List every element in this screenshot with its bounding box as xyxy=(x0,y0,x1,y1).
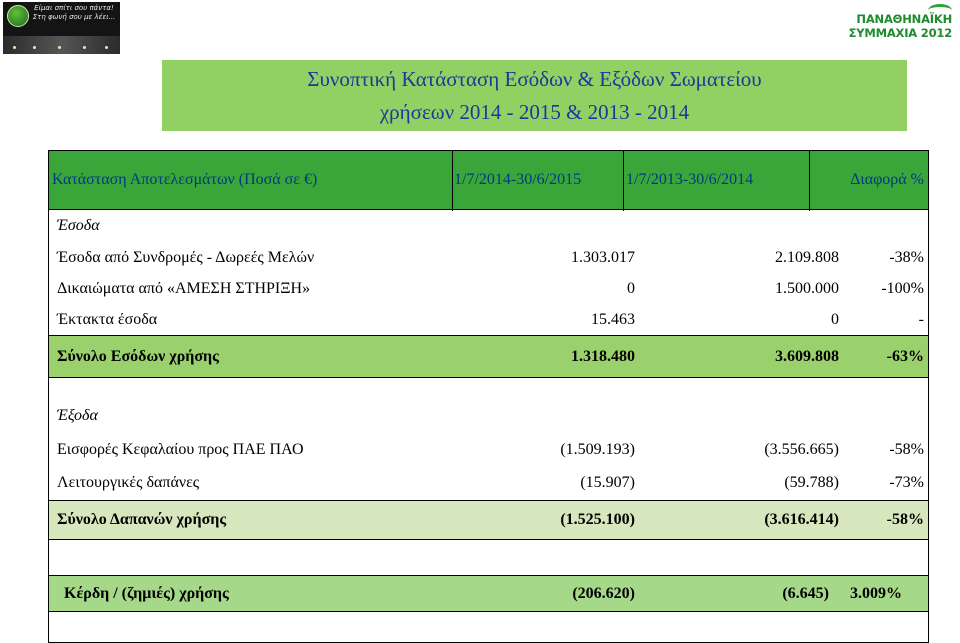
expense-section-row xyxy=(48,398,929,434)
spacer-row xyxy=(48,540,929,575)
table-row xyxy=(48,304,929,335)
table-row xyxy=(48,273,929,304)
expense-section-label: Έξοδα xyxy=(57,407,98,424)
result-row xyxy=(48,575,929,612)
row-label: Εισφορές Κεφαλαίου προς ΠΑΕ ΠΑΟ xyxy=(57,441,304,458)
income-total-prior: 3.609.808 xyxy=(775,347,839,365)
expense-total-row xyxy=(48,500,929,540)
spacer-row xyxy=(48,378,929,398)
income-section-row xyxy=(48,210,929,242)
income-total-row xyxy=(48,335,929,378)
row-current: (1.509.193) xyxy=(560,441,635,458)
row-prior: 0 xyxy=(831,310,839,328)
row-diff: - xyxy=(918,310,924,328)
row-current: 15.463 xyxy=(591,310,635,328)
row-label: Έκτακτα έσοδα xyxy=(57,310,158,328)
result-label: Κέρδη / (ζημιές) χρήσης xyxy=(64,584,229,602)
row-diff: -73% xyxy=(889,474,924,491)
table-row xyxy=(48,242,929,273)
page-title xyxy=(162,60,907,131)
row-prior: 1.500.000 xyxy=(775,279,839,297)
logo-line-1: ΠΑΝΑΘΗΝΑΪΚΗ xyxy=(856,12,952,26)
row-current: (15.907) xyxy=(580,474,635,491)
expense-total-prior: (3.616.414) xyxy=(764,511,839,528)
expense-total-current: (1.525.100) xyxy=(560,511,635,528)
header-period-current: 1/7/2014-30/6/2015 xyxy=(454,171,582,188)
club-logo-left xyxy=(3,2,120,54)
symmachia-logo xyxy=(848,4,952,46)
financial-table xyxy=(48,150,929,643)
club-emblem-icon xyxy=(7,5,29,27)
row-current: 0 xyxy=(627,279,635,297)
row-prior: (3.556.665) xyxy=(764,441,839,458)
result-prior: (6.645) xyxy=(782,584,829,602)
spacer-row xyxy=(48,612,929,643)
header-difference: Διαφορά % xyxy=(850,171,924,188)
logo-slogan: Είμαι σπίτι σου πάντα! Στη φωνή σου με λέει... xyxy=(32,4,116,21)
row-prior: (59.788) xyxy=(784,474,839,491)
table-header xyxy=(48,150,929,210)
income-total-current: 1.318.480 xyxy=(571,347,635,365)
expense-total-diff: -58% xyxy=(886,511,924,528)
row-diff: -58% xyxy=(889,441,924,458)
income-section-label: Έσοδα xyxy=(57,217,100,234)
income-total-label: Σύνολο Εσόδων χρήσης xyxy=(57,347,219,365)
row-label: Δικαιώματα από «ΑΜΕΣΗ ΣΤΗΡΙΞΗ» xyxy=(57,279,311,297)
row-prior: 2.109.808 xyxy=(775,248,839,266)
income-total-diff: -63% xyxy=(886,347,924,365)
table-row xyxy=(48,466,929,500)
row-label: Έσοδα από Συνδρομές - Δωρεές Μελών xyxy=(57,248,315,266)
stadium-lights xyxy=(3,36,120,54)
title-line-1: Συνοπτική Κατάσταση Εσόδων & Εξόδων Σωματείου xyxy=(307,67,762,91)
table-row xyxy=(48,434,929,466)
header-statement: Κατάσταση Αποτελεσμάτων (Ποσά σε €) xyxy=(52,171,318,188)
logo-line-2: ΣΥΜΜΑΧΙΑ 2012 xyxy=(848,26,952,40)
row-diff: -100% xyxy=(881,279,924,297)
header-period-prior: 1/7/2013-30/6/2014 xyxy=(626,171,754,188)
expense-total-label: Σύνολο Δαπανών χρήσης xyxy=(57,511,227,528)
row-current: 1.303.017 xyxy=(571,248,635,266)
row-label: Λειτουργικές δαπάνες xyxy=(57,474,200,491)
title-line-2: χρήσεων 2014 - 2015 & 2013 - 2014 xyxy=(379,100,690,124)
result-current: (206.620) xyxy=(572,584,635,602)
result-diff: 3.009% xyxy=(850,584,902,602)
row-diff: -38% xyxy=(889,248,924,266)
